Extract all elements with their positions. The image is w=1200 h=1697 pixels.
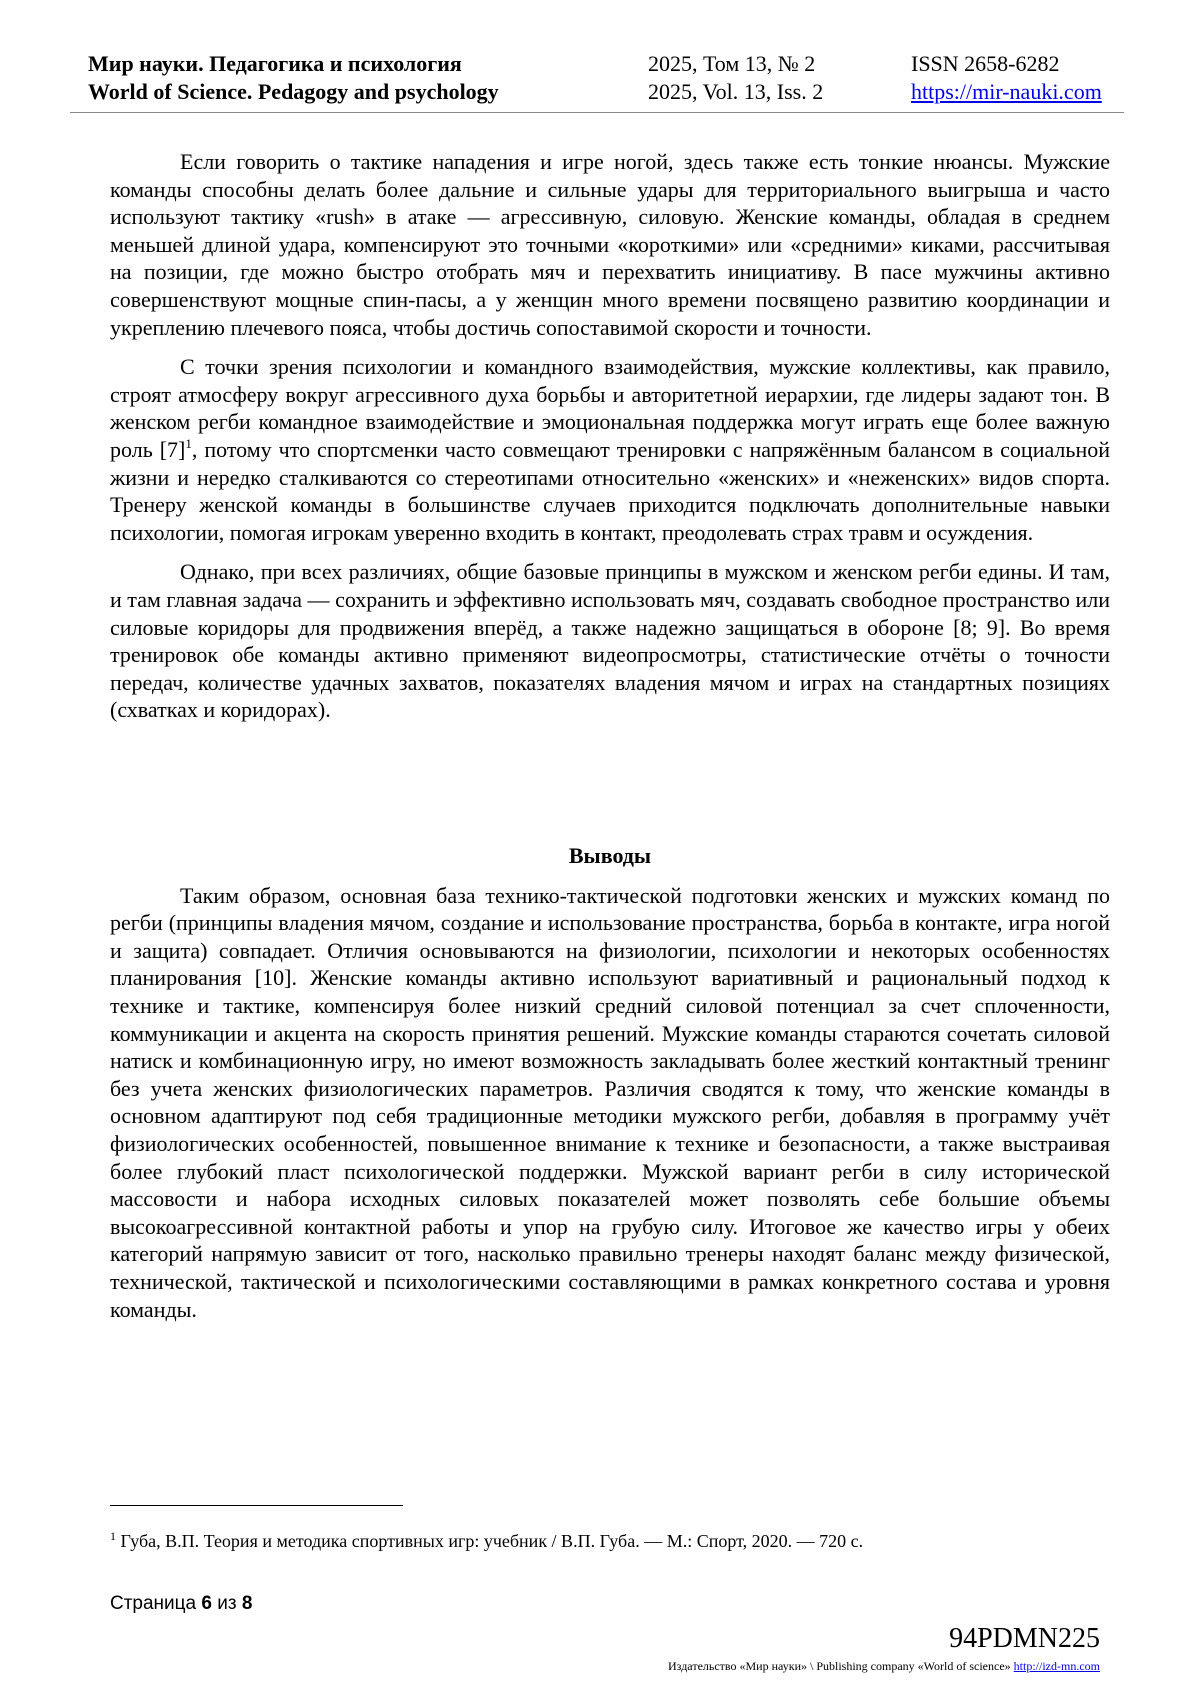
site-link[interactable]: https://mir-nauki.com [911, 79, 1102, 104]
publisher-line [668, 1658, 1100, 1674]
journal-ids [911, 50, 1102, 106]
journal-title [88, 50, 499, 106]
page-current: 6 [201, 1593, 212, 1614]
publisher-text: Издательство «Мир науки» \ Publishing company «World of science» [668, 1659, 1011, 1673]
paragraph-text: , потому что спортсменки часто совмещают тренировки с напряжённым балансом в социальной жизни и нередко сталкиваются со стереотипами относительно «женских» и «неженских» видов спорта. Тренеру женской команды в большинстве случаев приходится подключать дополнительные навыки психологии, помогая игрокам уверенно входить в контакт, преодолевать страх травм и осуждения. [110, 436, 1110, 545]
page-number [110, 1592, 252, 1616]
footnote-mark: 1 [110, 1529, 116, 1543]
page-label: Страница [110, 1593, 197, 1614]
section-heading: Выводы [568, 843, 652, 868]
paragraph: Если говорить о тактике нападения и игре ногой, здесь также есть тонкие нюансы. Мужские команды способны делать более дальние и сильные удары для территориального выигрыша и часто используют тактику «rush» в атаке — агрессивную, силовую. Женские команды, обладая в среднем меньшей длиной удара, компенсируют это точными «короткими» или «средними» киками, рассчитывая на позиции, где можно быстро отобрать мяч и перехватить инициативу. В пасе мужчины активно совершенствуют мощные спин-пасы, а у женщин много времени посвящено развитию координации и укреплению плечевого пояса, чтобы достичь сопоставимой скорости и точности. [110, 149, 1110, 340]
paragraph: Однако, при всех различиях, общие базовые принципы в мужском и женском регби едины. И там, и там главная задача — сохранить и эффективно использовать мяч, создавать свободное пространство или силовые коридоры для продвижения вперёд, а также надежно защищаться в обороне [8; 9]. Во время тренировок обе команды активно применяют видеопросмотры, статистические отчёты о точности передач, количестве удачных захватов, показателях владения мячом и играх на стандартных позициях (схватках и коридорах). [110, 559, 1110, 723]
paragraph [110, 353, 1110, 546]
conclusions-section [110, 842, 1110, 1323]
volume-ru: 2025, Том 13, № 2 [648, 51, 816, 76]
header-divider [70, 112, 1124, 113]
article-body [110, 148, 1110, 724]
paragraph-text: С точки зрения психологии и командного взаимодействия, мужские коллективы, как правило, строят атмосферу вокруг агрессивного духа борьбы и авторитетной иерархии, где лидеры задают тон. В женском регби командное взаимодействие и эмоциональная поддержка могут играть еще более важную роль [7] [110, 354, 1110, 462]
article-code: 94PDMN225 [949, 1623, 1100, 1654]
footnote-text: Губа, В.П. Теория и методика спортивных игр: учебник / В.П. Губа. — М.: Спорт, 2020. — 720 с. [120, 1531, 864, 1551]
page-total: 8 [241, 1593, 253, 1614]
issn: ISSN 2658-6282 [911, 51, 1060, 76]
publisher-link[interactable]: http://izd-mn.com [1013, 1659, 1100, 1673]
journal-volume [648, 50, 823, 106]
footnote [110, 1530, 1110, 1552]
footnote-reference[interactable]: 1 [185, 435, 192, 451]
journal-title-en: World of Science. Pedagogy and psychology [88, 79, 499, 104]
page-of: из [217, 1593, 237, 1614]
footnote-divider [110, 1505, 403, 1506]
paragraph: Таким образом, основная база технико-тактической подготовки женских и мужских команд по регби (принципы владения мячом, создание и использование пространства, борьба в контакте, игра ногой и защита) совпадает. Отличия основываются на физиологии, психологии и некоторых особенностях планирования [10]. Женские команды активно используют вариативный и рациональный подход к технике и тактике, компенсируя более низкий средний силовой потенциал за счет сплоченности, коммуникации и акцента на скорость принятия решений. Мужские команды стараются сочетать силовой натиск и комбинационную игру, но имеют возможность закладывать более жесткий контактный тренинг без учета женских физиологических параметров. Различия сводятся к тому, что женские команды в основном адаптируют под себя традиционные методики мужского регби, добавляя в программу учёт физиологических особенностей, повышенное внимание к технике и безопасности, а также выстраивая более глубокий пласт психологической поддержки. Мужской вариант регби в силу исторической массовости и набора исходных силовых показателей может позволять себе большие объемы высокоагрессивной контактной работы и упор на грубую силу. Итоговое же качество игры у обеих категорий напрямую зависит от того, насколько правильно тренеры находят баланс между физической, технической, тактической и психологическими составляющими в рамках конкретного состава и уровня команды. [110, 882, 1110, 1322]
journal-title-ru: Мир науки. Педагогика и психология [88, 51, 462, 76]
volume-en: 2025, Vol. 13, Iss. 2 [648, 79, 824, 104]
